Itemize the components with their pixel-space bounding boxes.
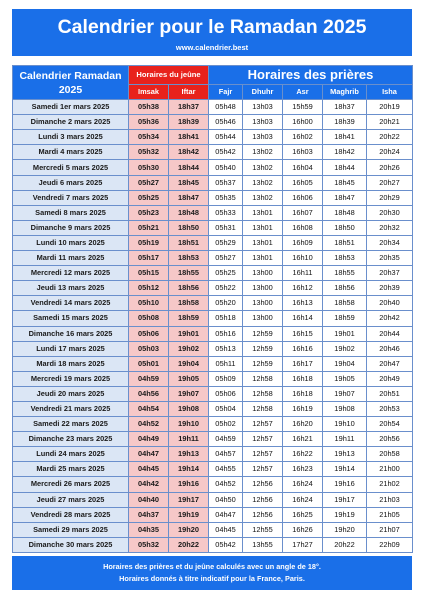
cell-maghrib: 18h53 [323, 251, 367, 266]
table-row [13, 220, 413, 235]
cell-isha: 20h30 [367, 205, 413, 220]
cell-dhuhr: 12h58 [243, 386, 283, 401]
table-row [13, 356, 413, 371]
cell-dhuhr: 13h00 [243, 266, 283, 281]
cell-isha: 21h00 [367, 462, 413, 477]
cell-asr: 16h06 [283, 190, 323, 205]
col-header-asr: Asr [283, 85, 323, 100]
cell-asr: 16h18 [283, 371, 323, 386]
cell-fajr: 04h59 [209, 432, 243, 447]
cell-iftar: 18h48 [169, 205, 209, 220]
cell-isha: 20h58 [367, 447, 413, 462]
cell-imsak: 05h01 [129, 356, 169, 371]
cell-maghrib: 18h51 [323, 235, 367, 250]
table-row [13, 190, 413, 205]
cell-maghrib: 18h56 [323, 281, 367, 296]
cell-dhuhr: 12h55 [243, 522, 283, 537]
cell-maghrib: 18h42 [323, 145, 367, 160]
cell-maghrib: 19h01 [323, 326, 367, 341]
cell-asr: 16h16 [283, 341, 323, 356]
cell-isha: 21h07 [367, 522, 413, 537]
row-date: Jeudi 13 mars 2025 [13, 281, 129, 296]
cell-asr: 16h22 [283, 447, 323, 462]
cell-imsak: 04h35 [129, 522, 169, 537]
cell-imsak: 05h38 [129, 100, 169, 115]
cell-maghrib: 19h08 [323, 401, 367, 416]
cell-fajr: 05h42 [209, 145, 243, 160]
cell-isha: 20h51 [367, 386, 413, 401]
site-url[interactable]: www.calendrier.best [175, 43, 249, 52]
cell-isha: 20h54 [367, 417, 413, 432]
cell-iftar: 19h17 [169, 492, 209, 507]
cell-maghrib: 19h02 [323, 341, 367, 356]
cell-fajr: 05h27 [209, 251, 243, 266]
cell-imsak: 04h45 [129, 462, 169, 477]
row-date: Lundi 10 mars 2025 [13, 235, 129, 250]
cell-asr: 16h26 [283, 522, 323, 537]
cell-maghrib: 18h39 [323, 115, 367, 130]
cell-asr: 16h23 [283, 462, 323, 477]
cell-fajr: 05h11 [209, 356, 243, 371]
col-header-isha: Isha [367, 85, 413, 100]
prayer-group-header: Horaires des prières [209, 66, 413, 85]
cell-imsak: 04h42 [129, 477, 169, 492]
cell-imsak: 05h19 [129, 235, 169, 250]
cell-dhuhr: 12h57 [243, 417, 283, 432]
cell-imsak: 04h49 [129, 432, 169, 447]
cell-asr: 16h03 [283, 145, 323, 160]
cell-asr: 17h27 [283, 537, 323, 552]
cell-iftar: 19h04 [169, 356, 209, 371]
cell-isha: 20h26 [367, 160, 413, 175]
col-header-dhuhr: Dhuhr [243, 85, 283, 100]
col-header-imsak: Imsak [129, 85, 169, 100]
cell-maghrib: 18h55 [323, 266, 367, 281]
cell-dhuhr: 12h56 [243, 507, 283, 522]
cell-fajr: 04h52 [209, 477, 243, 492]
row-date: Samedi 8 mars 2025 [13, 205, 129, 220]
cell-asr: 16h09 [283, 235, 323, 250]
cell-iftar: 18h42 [169, 145, 209, 160]
cell-maghrib: 18h59 [323, 311, 367, 326]
cell-maghrib: 19h19 [323, 507, 367, 522]
cell-fajr: 05h31 [209, 220, 243, 235]
cell-imsak: 05h32 [129, 145, 169, 160]
cell-asr: 16h10 [283, 251, 323, 266]
row-date: Mercredi 5 mars 2025 [13, 160, 129, 175]
page-footer [12, 556, 412, 590]
cell-isha: 21h03 [367, 492, 413, 507]
row-date: Vendredi 14 mars 2025 [13, 296, 129, 311]
cell-isha: 20h42 [367, 311, 413, 326]
cell-maghrib: 19h13 [323, 447, 367, 462]
cell-maghrib: 19h07 [323, 386, 367, 401]
table-row [13, 447, 413, 462]
cell-dhuhr: 12h59 [243, 341, 283, 356]
cell-imsak: 05h30 [129, 160, 169, 175]
table-row [13, 130, 413, 145]
cell-dhuhr: 13h00 [243, 311, 283, 326]
cell-iftar: 19h13 [169, 447, 209, 462]
cell-imsak: 05h03 [129, 341, 169, 356]
cell-dhuhr: 13h03 [243, 115, 283, 130]
table-row [13, 462, 413, 477]
row-date: Vendredi 21 mars 2025 [13, 401, 129, 416]
fasting-group-header: Horaires du jeûne [129, 66, 209, 85]
cell-iftar: 18h37 [169, 100, 209, 115]
cell-maghrib: 18h45 [323, 175, 367, 190]
table-row [13, 266, 413, 281]
row-date: Lundi 3 mars 2025 [13, 130, 129, 145]
cell-iftar: 18h47 [169, 190, 209, 205]
cell-isha: 20h47 [367, 356, 413, 371]
cell-fajr: 05h18 [209, 311, 243, 326]
row-date: Lundi 24 mars 2025 [13, 447, 129, 462]
cell-isha: 20h24 [367, 145, 413, 160]
row-date: Dimanche 23 mars 2025 [13, 432, 129, 447]
table-row [13, 326, 413, 341]
cell-asr: 16h08 [283, 220, 323, 235]
row-date: Samedi 1er mars 2025 [13, 100, 129, 115]
col-header-maghrib: Maghrib [323, 85, 367, 100]
table-row [13, 386, 413, 401]
cell-maghrib: 18h44 [323, 160, 367, 175]
row-date: Dimanche 16 mars 2025 [13, 326, 129, 341]
cell-iftar: 18h41 [169, 130, 209, 145]
cell-iftar: 18h45 [169, 175, 209, 190]
cell-dhuhr: 13h01 [243, 220, 283, 235]
row-date: Mercredi 12 mars 2025 [13, 266, 129, 281]
cell-isha: 20h22 [367, 130, 413, 145]
cell-asr: 16h04 [283, 160, 323, 175]
cell-isha: 20h27 [367, 175, 413, 190]
row-date: Dimanche 2 mars 2025 [13, 115, 129, 130]
row-date: Vendredi 7 mars 2025 [13, 190, 129, 205]
cell-dhuhr: 13h01 [243, 235, 283, 250]
cell-iftar: 19h07 [169, 386, 209, 401]
cell-iftar: 19h19 [169, 507, 209, 522]
cell-maghrib: 18h41 [323, 130, 367, 145]
cell-iftar: 18h59 [169, 311, 209, 326]
cell-iftar: 18h50 [169, 220, 209, 235]
cell-isha: 20h21 [367, 115, 413, 130]
cell-dhuhr: 13h02 [243, 145, 283, 160]
table-row [13, 115, 413, 130]
row-date: Mardi 4 mars 2025 [13, 145, 129, 160]
table-row [13, 537, 413, 552]
cell-asr: 15h59 [283, 100, 323, 115]
cell-asr: 16h24 [283, 477, 323, 492]
cell-asr: 16h00 [283, 115, 323, 130]
cell-isha: 20h32 [367, 220, 413, 235]
cell-maghrib: 19h14 [323, 462, 367, 477]
cell-maghrib: 19h04 [323, 356, 367, 371]
cell-fajr: 05h44 [209, 130, 243, 145]
cell-fajr: 05h06 [209, 386, 243, 401]
cell-iftar: 18h53 [169, 251, 209, 266]
cell-imsak: 05h06 [129, 326, 169, 341]
cell-fajr: 05h20 [209, 296, 243, 311]
ramadan-calendar-table [12, 65, 413, 553]
cell-fajr: 05h29 [209, 235, 243, 250]
row-date: Jeudi 27 mars 2025 [13, 492, 129, 507]
cell-maghrib: 19h16 [323, 477, 367, 492]
cell-isha: 20h49 [367, 371, 413, 386]
cell-iftar: 19h08 [169, 401, 209, 416]
cell-dhuhr: 12h57 [243, 447, 283, 462]
cell-imsak: 05h27 [129, 175, 169, 190]
cell-imsak: 04h47 [129, 447, 169, 462]
cell-fajr: 05h40 [209, 160, 243, 175]
cell-isha: 20h29 [367, 190, 413, 205]
table-row [13, 100, 413, 115]
table-row [13, 235, 413, 250]
cell-fajr: 05h22 [209, 281, 243, 296]
cell-iftar: 18h58 [169, 296, 209, 311]
cell-dhuhr: 13h03 [243, 100, 283, 115]
cell-iftar: 19h01 [169, 326, 209, 341]
row-date: Mercredi 19 mars 2025 [13, 371, 129, 386]
cell-fajr: 05h46 [209, 115, 243, 130]
cell-dhuhr: 13h01 [243, 205, 283, 220]
cell-fajr: 05h25 [209, 266, 243, 281]
cell-imsak: 05h23 [129, 205, 169, 220]
cell-asr: 16h24 [283, 492, 323, 507]
cell-isha: 20h44 [367, 326, 413, 341]
row-date: Samedi 29 mars 2025 [13, 522, 129, 537]
cell-imsak: 05h25 [129, 190, 169, 205]
table-row [13, 492, 413, 507]
cell-iftar: 18h44 [169, 160, 209, 175]
table-row [13, 432, 413, 447]
row-date: Samedi 22 mars 2025 [13, 417, 129, 432]
cell-imsak: 05h12 [129, 281, 169, 296]
row-date: Mardi 11 mars 2025 [13, 251, 129, 266]
cell-fajr: 04h45 [209, 522, 243, 537]
cell-asr: 16h17 [283, 356, 323, 371]
cell-iftar: 18h39 [169, 115, 209, 130]
cell-isha: 20h34 [367, 235, 413, 250]
cell-isha: 20h46 [367, 341, 413, 356]
row-date: Dimanche 9 mars 2025 [13, 220, 129, 235]
cell-dhuhr: 13h02 [243, 190, 283, 205]
cell-isha: 20h35 [367, 251, 413, 266]
cell-maghrib: 19h10 [323, 417, 367, 432]
table-row [13, 417, 413, 432]
footer-note-calculation: Horaires des prières et du jeûne calculés avec un angle de 18°. [103, 562, 321, 571]
cell-isha: 21h05 [367, 507, 413, 522]
table-row [13, 371, 413, 386]
cell-isha: 20h39 [367, 281, 413, 296]
cell-maghrib: 18h58 [323, 296, 367, 311]
table-row [13, 507, 413, 522]
cell-isha: 20h19 [367, 100, 413, 115]
cell-asr: 16h13 [283, 296, 323, 311]
cell-fajr: 05h35 [209, 190, 243, 205]
table-row [13, 251, 413, 266]
table-row [13, 522, 413, 537]
cell-dhuhr: 13h55 [243, 537, 283, 552]
cell-asr: 16h18 [283, 386, 323, 401]
row-date: Lundi 17 mars 2025 [13, 341, 129, 356]
cell-asr: 16h05 [283, 175, 323, 190]
cell-dhuhr: 13h02 [243, 175, 283, 190]
cell-imsak: 05h15 [129, 266, 169, 281]
cell-isha: 22h09 [367, 537, 413, 552]
row-date: Vendredi 28 mars 2025 [13, 507, 129, 522]
cell-iftar: 20h22 [169, 537, 209, 552]
cell-asr: 16h11 [283, 266, 323, 281]
cell-iftar: 18h51 [169, 235, 209, 250]
cell-asr: 16h25 [283, 507, 323, 522]
cell-maghrib: 18h47 [323, 190, 367, 205]
cell-iftar: 19h20 [169, 522, 209, 537]
cell-iftar: 19h10 [169, 417, 209, 432]
cell-fajr: 05h02 [209, 417, 243, 432]
cell-maghrib: 19h05 [323, 371, 367, 386]
cell-imsak: 05h08 [129, 311, 169, 326]
row-date: Jeudi 6 mars 2025 [13, 175, 129, 190]
page-title: Calendrier pour le Ramadan 2025 [57, 16, 367, 38]
cell-dhuhr: 12h59 [243, 356, 283, 371]
cell-imsak: 05h32 [129, 537, 169, 552]
cell-asr: 16h02 [283, 130, 323, 145]
cell-iftar: 19h11 [169, 432, 209, 447]
cell-iftar: 19h16 [169, 477, 209, 492]
cell-maghrib: 18h37 [323, 100, 367, 115]
cell-imsak: 04h40 [129, 492, 169, 507]
cell-fajr: 05h33 [209, 205, 243, 220]
cell-fajr: 05h04 [209, 401, 243, 416]
cell-dhuhr: 13h00 [243, 281, 283, 296]
cell-maghrib: 18h48 [323, 205, 367, 220]
cell-asr: 16h21 [283, 432, 323, 447]
cell-isha: 20h37 [367, 266, 413, 281]
cell-dhuhr: 13h00 [243, 296, 283, 311]
col-header-fajr: Fajr [209, 85, 243, 100]
cell-asr: 16h20 [283, 417, 323, 432]
cell-maghrib: 19h11 [323, 432, 367, 447]
cell-maghrib: 19h20 [323, 522, 367, 537]
cell-iftar: 19h14 [169, 462, 209, 477]
cell-dhuhr: 12h58 [243, 371, 283, 386]
table-row [13, 205, 413, 220]
cell-fajr: 05h16 [209, 326, 243, 341]
cell-isha: 20h53 [367, 401, 413, 416]
table-row [13, 296, 413, 311]
cell-dhuhr: 12h56 [243, 492, 283, 507]
cell-imsak: 05h34 [129, 130, 169, 145]
calendar-body [13, 100, 413, 553]
cell-fajr: 04h57 [209, 447, 243, 462]
table-row [13, 145, 413, 160]
cell-imsak: 05h10 [129, 296, 169, 311]
cell-iftar: 19h05 [169, 371, 209, 386]
cell-iftar: 18h56 [169, 281, 209, 296]
cell-asr: 16h19 [283, 401, 323, 416]
cell-dhuhr: 13h03 [243, 130, 283, 145]
cell-iftar: 18h55 [169, 266, 209, 281]
cell-dhuhr: 12h56 [243, 477, 283, 492]
table-row [13, 175, 413, 190]
cell-asr: 16h07 [283, 205, 323, 220]
cell-fajr: 05h48 [209, 100, 243, 115]
cell-fajr: 04h50 [209, 492, 243, 507]
row-date: Mardi 18 mars 2025 [13, 356, 129, 371]
cell-imsak: 04h37 [129, 507, 169, 522]
table-row [13, 341, 413, 356]
footer-note-location: Horaires donnés à titre indicatif pour la France, Paris. [119, 574, 305, 583]
row-date: Mardi 25 mars 2025 [13, 462, 129, 477]
cell-fajr: 05h42 [209, 537, 243, 552]
cell-dhuhr: 12h57 [243, 432, 283, 447]
cell-isha: 21h02 [367, 477, 413, 492]
cell-imsak: 04h59 [129, 371, 169, 386]
corner-label: Calendrier Ramadan 2025 [13, 66, 129, 100]
cell-dhuhr: 13h01 [243, 251, 283, 266]
cell-imsak: 04h54 [129, 401, 169, 416]
cell-isha: 20h56 [367, 432, 413, 447]
row-date: Dimanche 30 mars 2025 [13, 537, 129, 552]
cell-dhuhr: 12h59 [243, 326, 283, 341]
row-date: Mercredi 26 mars 2025 [13, 477, 129, 492]
table-row [13, 160, 413, 175]
cell-fajr: 04h47 [209, 507, 243, 522]
cell-maghrib: 18h50 [323, 220, 367, 235]
cell-dhuhr: 12h58 [243, 401, 283, 416]
cell-isha: 20h40 [367, 296, 413, 311]
cell-asr: 16h15 [283, 326, 323, 341]
cell-asr: 16h12 [283, 281, 323, 296]
cell-iftar: 19h02 [169, 341, 209, 356]
cell-dhuhr: 13h02 [243, 160, 283, 175]
cell-imsak: 04h56 [129, 386, 169, 401]
row-date: Jeudi 20 mars 2025 [13, 386, 129, 401]
cell-fajr: 04h55 [209, 462, 243, 477]
cell-imsak: 05h17 [129, 251, 169, 266]
table-row [13, 281, 413, 296]
row-date: Samedi 15 mars 2025 [13, 311, 129, 326]
cell-imsak: 05h21 [129, 220, 169, 235]
cell-maghrib: 19h17 [323, 492, 367, 507]
table-row [13, 311, 413, 326]
col-header-iftar: Iftar [169, 85, 209, 100]
cell-imsak: 04h52 [129, 417, 169, 432]
cell-dhuhr: 12h57 [243, 462, 283, 477]
table-row [13, 477, 413, 492]
page-header [12, 9, 412, 56]
cell-fajr: 05h37 [209, 175, 243, 190]
cell-maghrib: 20h22 [323, 537, 367, 552]
cell-asr: 16h14 [283, 311, 323, 326]
table-row [13, 401, 413, 416]
cell-fajr: 05h09 [209, 371, 243, 386]
cell-fajr: 05h13 [209, 341, 243, 356]
cell-imsak: 05h36 [129, 115, 169, 130]
